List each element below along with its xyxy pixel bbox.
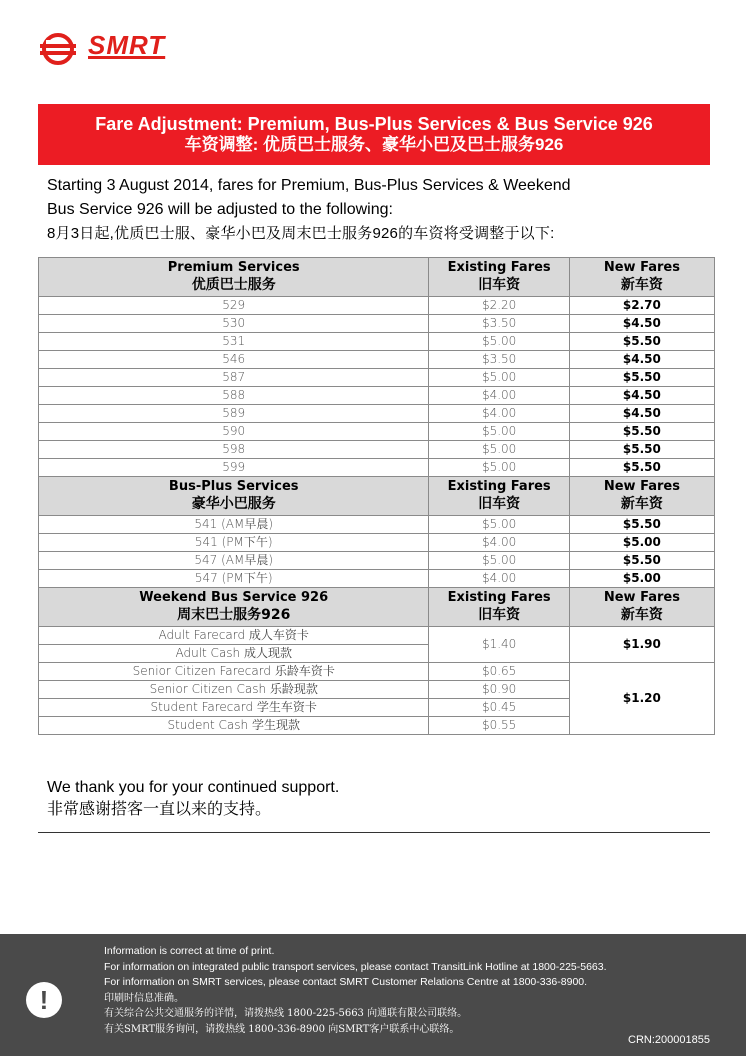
existing-fare-cell: $0.90 bbox=[429, 681, 569, 699]
brand-name: SMRT bbox=[88, 30, 166, 60]
new-fare-cell: $5.50 bbox=[569, 423, 714, 441]
category-cell: Adult Farecard 成人车资卡 bbox=[39, 627, 429, 645]
category-cell: Senior Citizen Farecard 乐龄车资卡 bbox=[39, 663, 429, 681]
new-title-en: New Fares bbox=[603, 590, 680, 605]
new-fares-header bbox=[569, 258, 714, 297]
footer-line: 有关综合公共交通服务的详情，请拨热线 1800-225-5663 向通联有限公司联络。 bbox=[104, 1008, 468, 1020]
new-title-en: New Fares bbox=[603, 479, 680, 494]
table-row bbox=[39, 315, 715, 333]
busplus-title-zh: 豪华小巴服务 bbox=[191, 496, 276, 512]
existing-fare-cell: $4.00 bbox=[429, 534, 569, 552]
service-cell: 541 (PM下午) bbox=[39, 534, 429, 552]
thanks-message bbox=[47, 777, 339, 821]
existing-fare-cell: $5.00 bbox=[429, 441, 569, 459]
existing-fare-cell: $1.40 bbox=[429, 627, 569, 663]
existing-fares-header bbox=[429, 258, 569, 297]
service-cell: 590 bbox=[39, 423, 429, 441]
intro-line-3: 8月3日起,优质巴士服、豪华小巴及周末巴士服务926的车资将受调整于以下: bbox=[47, 225, 555, 242]
service-cell: 541 (AM早晨) bbox=[39, 516, 429, 534]
new-fare-cell: $5.50 bbox=[569, 441, 714, 459]
table-row bbox=[39, 423, 715, 441]
existing-fare-cell: $4.00 bbox=[429, 570, 569, 588]
new-fare-cell: $5.50 bbox=[569, 369, 714, 387]
existing-fare-cell: $5.00 bbox=[429, 333, 569, 351]
new-fare-cell: $5.50 bbox=[569, 459, 714, 477]
weekend-title-en: Weekend Bus Service 926 bbox=[139, 590, 329, 605]
existing-fare-cell: $4.00 bbox=[429, 405, 569, 423]
crn-number: CRN:200001855 bbox=[628, 1034, 710, 1046]
premium-header-row bbox=[39, 258, 715, 297]
table-row bbox=[39, 570, 715, 588]
new-fare-cell: $2.70 bbox=[569, 297, 714, 315]
category-cell: Adult Cash 成人现款 bbox=[39, 645, 429, 663]
existing-title-en: Existing Fares bbox=[447, 260, 551, 275]
new-title-zh: 新车资 bbox=[620, 277, 663, 293]
existing-fare-cell: $5.00 bbox=[429, 369, 569, 387]
existing-fare-cell: $5.00 bbox=[429, 459, 569, 477]
premium-title-zh: 优质巴士服务 bbox=[191, 277, 276, 293]
service-cell: 599 bbox=[39, 459, 429, 477]
existing-fares-header bbox=[429, 477, 569, 516]
table-row bbox=[39, 534, 715, 552]
new-title-zh: 新车资 bbox=[620, 496, 663, 512]
new-fare-cell: $4.50 bbox=[569, 405, 714, 423]
new-fare-cell: $5.50 bbox=[569, 552, 714, 570]
premium-title-en: Premium Services bbox=[167, 260, 300, 275]
table-row bbox=[39, 369, 715, 387]
service-cell: 547 (PM下午) bbox=[39, 570, 429, 588]
footer-line: For information on SMRT services, please contact SMRT Customer Relations Centre at 1800-336-8900. bbox=[104, 976, 588, 989]
existing-fare-cell: $4.00 bbox=[429, 387, 569, 405]
footer-line: 有关SMRT服务询问，请拨热线 1800-336-8900 向SMRT客户联系中心联络。 bbox=[104, 1023, 460, 1035]
banner-title-zh: 车资调整: 优质巴士服务、豪华小巴及巴士服务926 bbox=[184, 135, 564, 154]
new-fare-cell: $5.50 bbox=[569, 516, 714, 534]
footer-info bbox=[104, 944, 607, 1038]
existing-fare-cell: $3.50 bbox=[429, 351, 569, 369]
banner-title-en: Fare Adjustment: Premium, Bus-Plus Services & Bus Service 926 bbox=[95, 114, 653, 134]
service-cell: 546 bbox=[39, 351, 429, 369]
table-row bbox=[39, 405, 715, 423]
existing-fare-cell: $2.20 bbox=[429, 297, 569, 315]
existing-fares-header bbox=[429, 588, 569, 627]
intro-text bbox=[47, 174, 707, 246]
table-row bbox=[39, 441, 715, 459]
thanks-zh: 非常感谢搭客一直以来的支持。 bbox=[47, 801, 272, 818]
existing-fare-cell: $3.50 bbox=[429, 315, 569, 333]
service-cell: 531 bbox=[39, 333, 429, 351]
new-fares-header bbox=[569, 588, 714, 627]
service-cell: 588 bbox=[39, 387, 429, 405]
table-row bbox=[39, 516, 715, 534]
existing-fare-cell: $5.00 bbox=[429, 552, 569, 570]
existing-title-en: Existing Fares bbox=[447, 590, 551, 605]
service-cell: 547 (AM早晨) bbox=[39, 552, 429, 570]
thanks-en: We thank you for your continued support. bbox=[47, 779, 340, 796]
new-fare-cell: $4.50 bbox=[569, 351, 714, 369]
new-fare-cell: $4.50 bbox=[569, 315, 714, 333]
busplus-title-en: Bus-Plus Services bbox=[168, 479, 299, 494]
table-row bbox=[39, 333, 715, 351]
new-fare-cell: $4.50 bbox=[569, 387, 714, 405]
title-banner bbox=[38, 104, 710, 165]
new-fares-header bbox=[569, 477, 714, 516]
existing-title-zh: 旧车资 bbox=[478, 277, 521, 293]
fare-table bbox=[38, 257, 715, 735]
service-cell: 598 bbox=[39, 441, 429, 459]
existing-fare-cell: $0.45 bbox=[429, 699, 569, 717]
table-row bbox=[39, 297, 715, 315]
new-fare-cell: $5.50 bbox=[569, 333, 714, 351]
new-title-zh: 新车资 bbox=[620, 607, 663, 623]
table-row bbox=[39, 663, 715, 681]
table-row bbox=[39, 351, 715, 369]
existing-title-en: Existing Fares bbox=[447, 479, 551, 494]
exclamation-icon: ! bbox=[26, 982, 62, 1018]
table-row bbox=[39, 459, 715, 477]
new-fare-cell: $1.90 bbox=[569, 627, 714, 663]
divider bbox=[38, 832, 710, 833]
weekend-header-row bbox=[39, 588, 715, 627]
table-row bbox=[39, 387, 715, 405]
footer-line: 印刷时信息准确。 bbox=[104, 992, 184, 1004]
table-row bbox=[39, 552, 715, 570]
new-fare-cell: $5.00 bbox=[569, 534, 714, 552]
existing-fare-cell: $0.55 bbox=[429, 717, 569, 735]
category-cell: Student Farecard 学生车资卡 bbox=[39, 699, 429, 717]
new-fare-cell: $1.20 bbox=[569, 663, 714, 735]
new-title-en: New Fares bbox=[603, 260, 680, 275]
service-cell: 589 bbox=[39, 405, 429, 423]
service-cell: 529 bbox=[39, 297, 429, 315]
existing-fare-cell: $0.65 bbox=[429, 663, 569, 681]
footer-line: Information is correct at time of print. bbox=[104, 945, 275, 957]
weekend-title-zh: 周末巴士服务926 bbox=[177, 607, 291, 623]
intro-line-2: Bus Service 926 will be adjusted to the following: bbox=[47, 201, 393, 218]
category-cell: Student Cash 学生现款 bbox=[39, 717, 429, 735]
premium-header bbox=[39, 258, 429, 297]
footer bbox=[0, 934, 746, 1056]
intro-line-1: Starting 3 August 2014, fares for Premium, Bus-Plus Services & Weekend bbox=[47, 177, 571, 194]
existing-title-zh: 旧车资 bbox=[478, 496, 521, 512]
existing-title-zh: 旧车资 bbox=[478, 607, 521, 623]
category-cell: Senior Citizen Cash 乐龄现款 bbox=[39, 681, 429, 699]
weekend-header bbox=[39, 588, 429, 627]
new-fare-cell: $5.00 bbox=[569, 570, 714, 588]
footer-line: For information on integrated public transport services, please contact TransitLink Hotline at 1800-225-5663. bbox=[104, 960, 607, 973]
existing-fare-cell: $5.00 bbox=[429, 423, 569, 441]
busplus-header-row bbox=[39, 477, 715, 516]
service-cell: 530 bbox=[39, 315, 429, 333]
table-row bbox=[39, 627, 715, 645]
existing-fare-cell: $5.00 bbox=[429, 516, 569, 534]
service-cell: 587 bbox=[39, 369, 429, 387]
busplus-header bbox=[39, 477, 429, 516]
